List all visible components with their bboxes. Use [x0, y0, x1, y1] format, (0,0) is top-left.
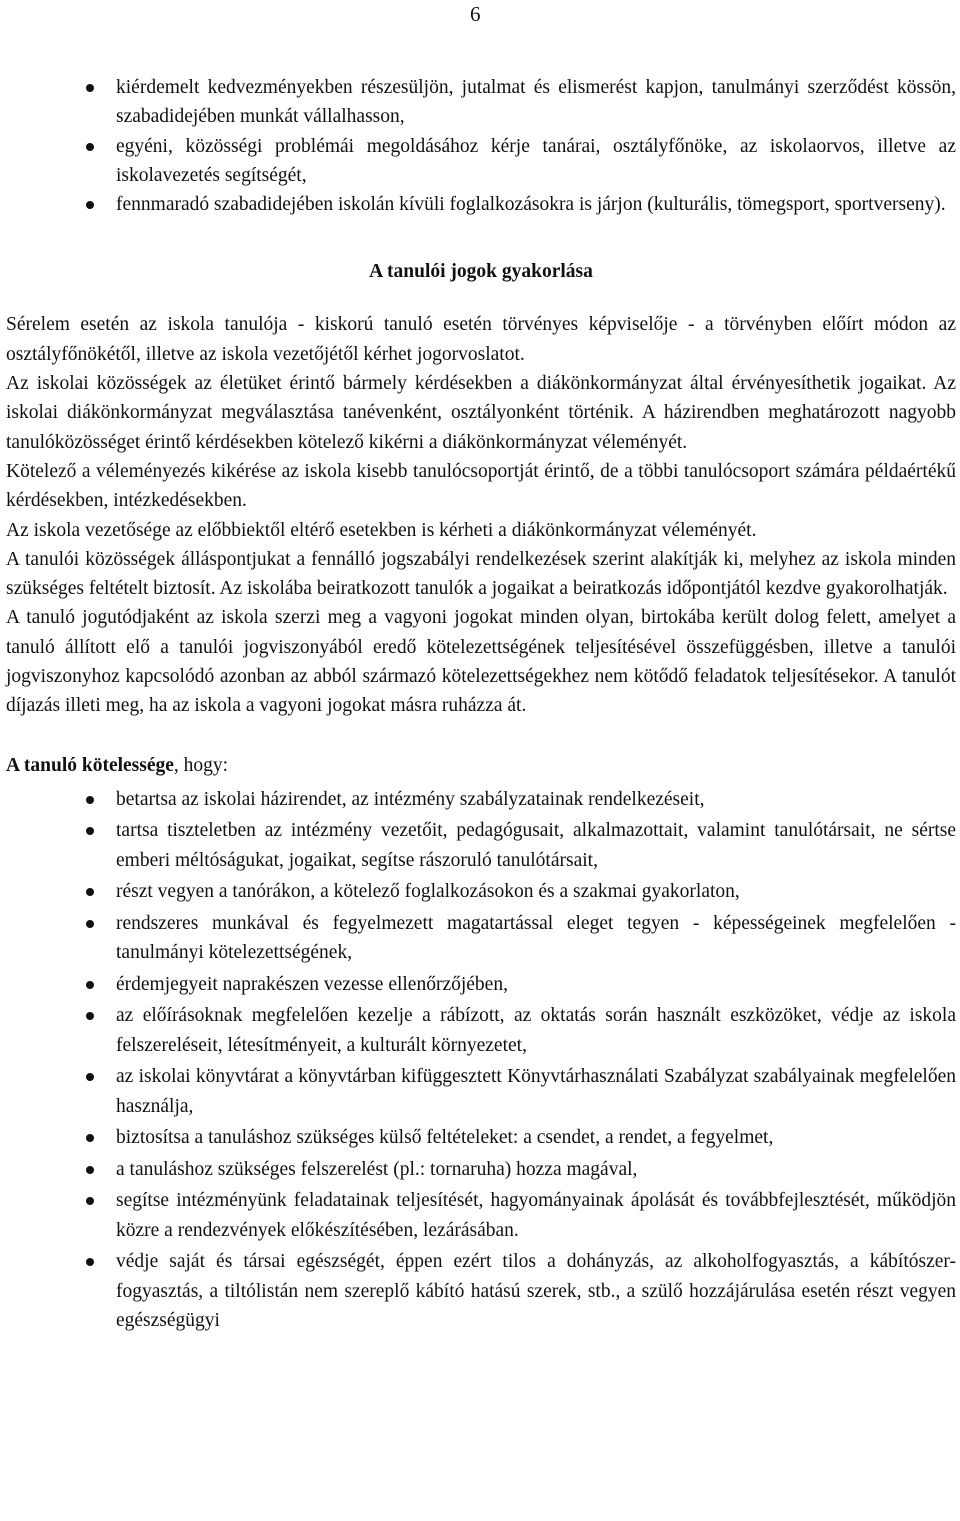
page-number: 6	[470, 2, 481, 26]
list-item: betartsa az iskolai házirendet, az intézmény szabályzatainak rendelkezéseit,	[6, 785, 956, 815]
list-item: az előírásoknak megfelelően kezelje a rábízott, az oktatás során használt eszközöket, védje az iskola felszereléseit, létesítményeit, a kulturált környezetet,	[6, 1001, 956, 1060]
duties-heading-rest: , hogy:	[173, 754, 229, 776]
list-item: védje saját és társai egészségét, éppen ezért tilos a dohányzás, az alkoholfogyasztás, a kábítószer-fogyasztás, a tiltólistán nem szereplő kábító hatású szerek, stb., a szülő hozzájárulása esetén részt vegyen egészségügyi	[6, 1247, 956, 1336]
list-item: érdemjegyeit naprakészen vezesse ellenőrzőjében,	[6, 970, 956, 1000]
list-item: a tanuláshoz szükséges felszerelést (pl.: tornaruha) hozza magával,	[6, 1155, 956, 1185]
duties-bullet-list	[6, 785, 956, 1336]
duties-heading	[6, 751, 956, 780]
list-item: rendszeres munkával és fegyelmezett magatartással eleget tegyen - képességeinek megfelelően - tanulmányi kötelezettségének,	[6, 909, 956, 968]
list-item: segítse intézményünk feladatainak teljesítését, hagyományainak ápolását és továbbfejlesztését, működjön közre a rendezvények előkészítésében, lezárásában.	[6, 1186, 956, 1245]
list-item: kiérdemelt kedvezményekben részesüljön, jutalmat és elismerést kapjon, tanulmányi szerződést kössön, szabadidejében munkát vállalhasson,	[6, 73, 956, 132]
paragraph: A tanuló jogutódjaként az iskola szerzi meg a vagyoni jogokat minden olyan, birtokába került dolog felett, amelyet a tanuló állított elő a tanulói jogviszonyából eredő kötelezettségének teljesítésével összefüggésben, illetve a tanulói jogviszonyhoz kapcsolódó azonban az abból származó kötelezettségekhez nem kötődő feladatok teljesítésekor. A tanulót díjazás illeti meg, ha az iskola a vagyoni jogokat másra ruházza át.	[6, 607, 956, 717]
list-item: az iskolai könyvtárat a könyvtárban kifüggesztett Könyvtárhasználati Szabályzat szabályainak megfelelően használja,	[6, 1062, 956, 1121]
list-item: részt vegyen a tanórákon, a kötelező foglalkozásokon és a szakmai gyakorlaton,	[6, 877, 956, 907]
section-title: A tanulói jogok gyakorlása	[369, 261, 593, 283]
paragraph: Kötelező a véleményezés kikérése az iskola kisebb tanulócsoportját érintő, de a többi tanulócsoport számára példaértékű kérdésekben, intézkedésekben.	[6, 460, 956, 512]
page-content	[6, 73, 956, 1338]
list-item: biztosítsa a tanuláshoz szükséges külső feltételeket: a csendet, a rendet, a fegyelmet,	[6, 1123, 956, 1153]
list-item: egyéni, közösségi problémái megoldásához kérje tanárai, osztályfőnöke, az iskolaorvos, illetve az iskolavezetés segítségét,	[6, 132, 956, 191]
paragraph: Az iskolai közösségek az életüket érintő bármely kérdésekben a diákönkormányzat által érvényesíthetik jogaikat. Az iskolai diákönkormányzat megválasztása tanévenként, osztályonként történik. A házirendben meghatározott nagyobb tanulóközösséget érintő kérdésekben kötelező kikérni a diákönkormányzat véleményét.	[6, 373, 956, 453]
duties-heading-bold: A tanuló kötelessége	[6, 754, 174, 776]
paragraph: Az iskola vezetősége az előbbiektől eltérő esetekben is kérheti a diákönkormányzat véleményét.	[6, 519, 757, 541]
list-item: fennmaradó szabadidejében iskolán kívüli foglalkozásokra is járjon (kulturális, tömegsport, sportverseny).	[6, 190, 956, 219]
rights-bullet-list	[6, 73, 956, 219]
paragraph: Sérelem esetén az iskola tanulója - kiskorú tanuló esetén törvényes képviselője - a törvényben előírt módon az osztályfőnökétől, illetve az iskola vezetőjétől kérhet jogorvoslatot.	[6, 314, 956, 365]
paragraph: A tanulói közösségek álláspontjukat a fennálló jogszabályi rendelkezések szerint alakítják ki, melyhez az iskola minden szükséges feltételt biztosít. Az iskolába beiratkozott tanulók a jogaikat a beiratkozás időpontjától kezdve gyakorolhatják.	[6, 548, 956, 600]
list-item: tartsa tiszteletben az intézmény vezetőit, pedagógusait, alkalmazottait, valamint tanulótársait, ne sértse emberi méltóságukat, jogaikat, segítse rászoruló tanulótársait,	[6, 816, 956, 875]
